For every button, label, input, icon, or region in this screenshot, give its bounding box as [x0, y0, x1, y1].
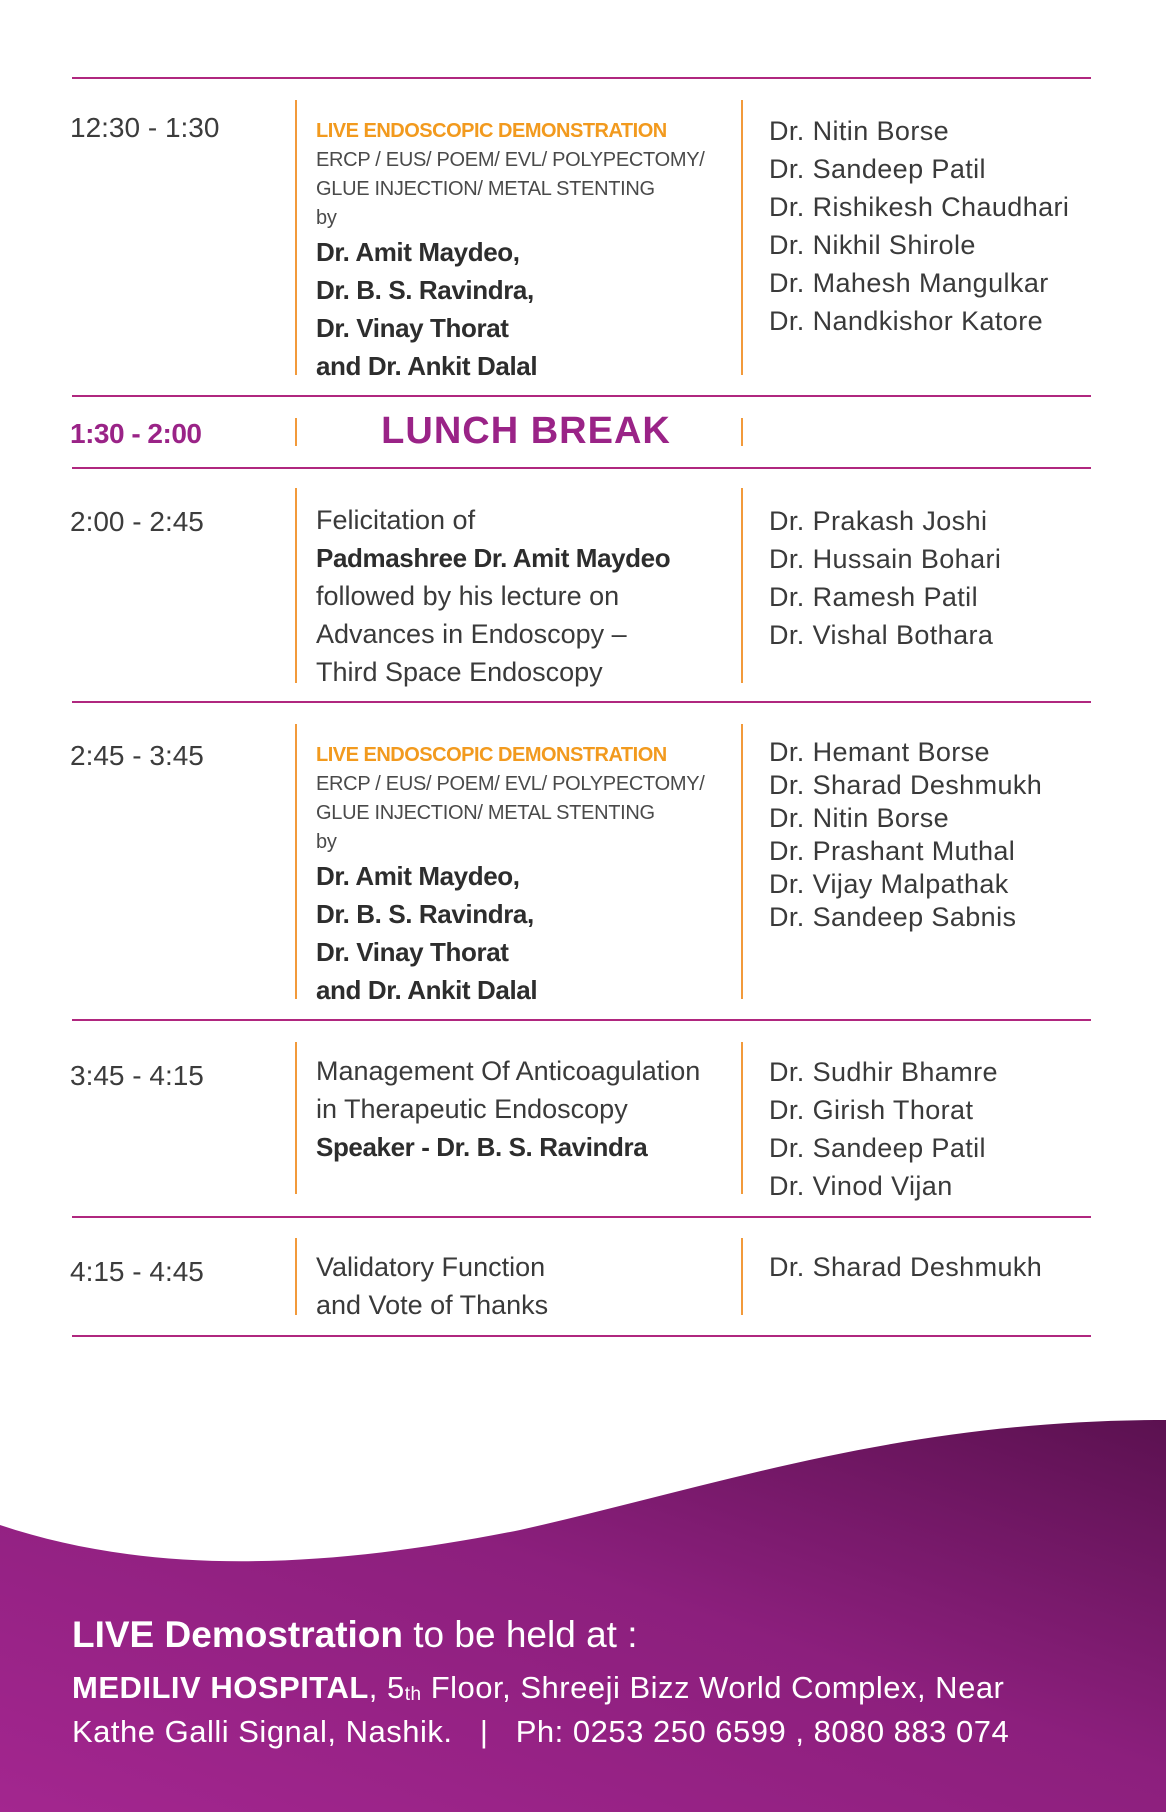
divider — [72, 77, 1091, 79]
session-time: 4:15 - 4:45 — [70, 1256, 204, 1287]
demo-by: by — [316, 831, 337, 853]
chairperson-name: Dr. Nandkishor Katore — [769, 306, 1044, 336]
session-topic — [316, 1248, 746, 1324]
chairperson-name: Dr. Sandeep Patil — [769, 1133, 986, 1163]
session-topic — [316, 116, 746, 385]
faculty-name: Dr. Vinay Thorat — [316, 937, 509, 967]
faculty-name: Dr. Amit Maydeo, — [316, 237, 520, 267]
chairperson-name: Dr. Prakash Joshi — [769, 506, 988, 536]
column-separator — [295, 1042, 297, 1194]
session-time: 2:00 - 2:45 — [70, 506, 204, 537]
column-separator — [295, 418, 297, 446]
demo-procedures: GLUE INJECTION/ METAL STENTING — [316, 178, 655, 200]
venue-address — [72, 1670, 1004, 1706]
chairperson-name: Dr. Vijay Malpathak — [769, 869, 1009, 899]
chairperson-name: Dr. Sandeep Patil — [769, 154, 986, 184]
chairpersons-list — [769, 502, 1164, 654]
chairperson-name: Dr. Ramesh Patil — [769, 582, 978, 612]
chairperson-name: Dr. Nitin Borse — [769, 116, 950, 146]
ordinal-suffix: th — [404, 1684, 422, 1705]
address-part: , 5 — [368, 1670, 405, 1705]
divider — [72, 1335, 1091, 1337]
address-part: Floor, Shreeji Bizz World Complex, Near — [421, 1670, 1005, 1705]
chairperson-name: Dr. Sudhir Bhamre — [769, 1057, 998, 1087]
divider — [72, 701, 1091, 703]
session-topic — [316, 740, 746, 1009]
speaker-name: Speaker - Dr. B. S. Ravindra — [316, 1132, 648, 1162]
faculty-name: Dr. B. S. Ravindra, — [316, 275, 534, 305]
divider — [72, 1019, 1091, 1021]
topic-line: Management Of Anticoagulation — [316, 1056, 701, 1086]
chairperson-name: Dr. Vishal Bothara — [769, 620, 994, 650]
session-topic — [316, 501, 746, 691]
session-time: 2:45 - 3:45 — [70, 740, 204, 771]
column-separator — [295, 488, 297, 683]
faculty-name: Dr. Amit Maydeo, — [316, 861, 520, 891]
demo-procedures: ERCP / EUS/ POEM/ EVL/ POLYPECTOMY/ — [316, 149, 705, 171]
column-separator — [295, 1238, 297, 1315]
demo-procedures: ERCP / EUS/ POEM/ EVL/ POLYPECTOMY/ — [316, 773, 705, 795]
column-separator — [295, 100, 297, 375]
chairpersons-list — [769, 112, 1164, 340]
honoree-name: Padmashree Dr. Amit Maydeo — [316, 543, 671, 573]
chairperson-name: Dr. Sharad Deshmukh — [769, 1252, 1043, 1282]
chairperson-name: Dr. Sharad Deshmukh — [769, 770, 1043, 800]
topic-line: Felicitation of — [316, 505, 476, 535]
chairperson-name: Dr. Vinod Vijan — [769, 1171, 953, 1201]
faculty-name: Dr. B. S. Ravindra, — [316, 899, 534, 929]
chairpersons-list — [769, 736, 1164, 934]
chairperson-name: Dr. Prashant Muthal — [769, 836, 1016, 866]
session-time: 3:45 - 4:15 — [70, 1060, 204, 1091]
chairperson-name: Dr. Rishikesh Chaudhari — [769, 192, 1070, 222]
chairpersons-list — [769, 1248, 1164, 1286]
chairperson-name: Dr. Sandeep Sabnis — [769, 902, 1017, 932]
session-topic — [316, 1052, 746, 1166]
topic-line: in Therapeutic Endoscopy — [316, 1094, 628, 1124]
faculty-name: and Dr. Ankit Dalal — [316, 351, 538, 381]
divider — [72, 1216, 1091, 1218]
column-separator — [741, 418, 743, 446]
demo-title: LIVE ENDOSCOPIC DEMONSTRATION — [316, 744, 667, 766]
faculty-name: and Dr. Ankit Dalal — [316, 975, 538, 1005]
demo-by: by — [316, 207, 337, 229]
column-separator — [295, 724, 297, 999]
chairperson-name: Dr. Mahesh Mangulkar — [769, 268, 1049, 298]
venue-heading-bold: LIVE Demostration — [72, 1614, 403, 1655]
venue-contact: Kathe Galli Signal, Nashik. | Ph: 0253 250 6599 , 8080 883 074 — [72, 1714, 1010, 1749]
venue-heading-rest: to be held at : — [403, 1614, 638, 1655]
chairpersons-list — [769, 1053, 1164, 1205]
demo-title: LIVE ENDOSCOPIC DEMONSTRATION — [316, 120, 667, 142]
chairperson-name: Dr. Hemant Borse — [769, 737, 990, 767]
topic-line: Validatory Function — [316, 1252, 546, 1282]
topic-line: Third Space Endoscopy — [316, 657, 603, 687]
chairperson-name: Dr. Girish Thorat — [769, 1095, 974, 1125]
divider — [72, 395, 1091, 397]
session-time: 1:30 - 2:00 — [70, 418, 202, 449]
session-time: 12:30 - 1:30 — [70, 112, 220, 143]
topic-line: and Vote of Thanks — [316, 1290, 549, 1320]
chairperson-name: Dr. Nitin Borse — [769, 803, 950, 833]
topic-line: followed by his lecture on — [316, 581, 620, 611]
faculty-name: Dr. Vinay Thorat — [316, 313, 509, 343]
hospital-name: MEDILIV HOSPITAL — [72, 1670, 369, 1705]
venue-heading — [72, 1614, 638, 1656]
wave-background — [0, 1400, 1166, 1812]
demo-procedures: GLUE INJECTION/ METAL STENTING — [316, 802, 655, 824]
divider — [72, 467, 1091, 469]
chairperson-name: Dr. Nikhil Shirole — [769, 230, 976, 260]
footer-banner — [0, 1400, 1166, 1812]
topic-line: Advances in Endoscopy – — [316, 619, 627, 649]
lunch-break-title: LUNCH BREAK — [381, 410, 671, 452]
chairperson-name: Dr. Hussain Bohari — [769, 544, 1002, 574]
